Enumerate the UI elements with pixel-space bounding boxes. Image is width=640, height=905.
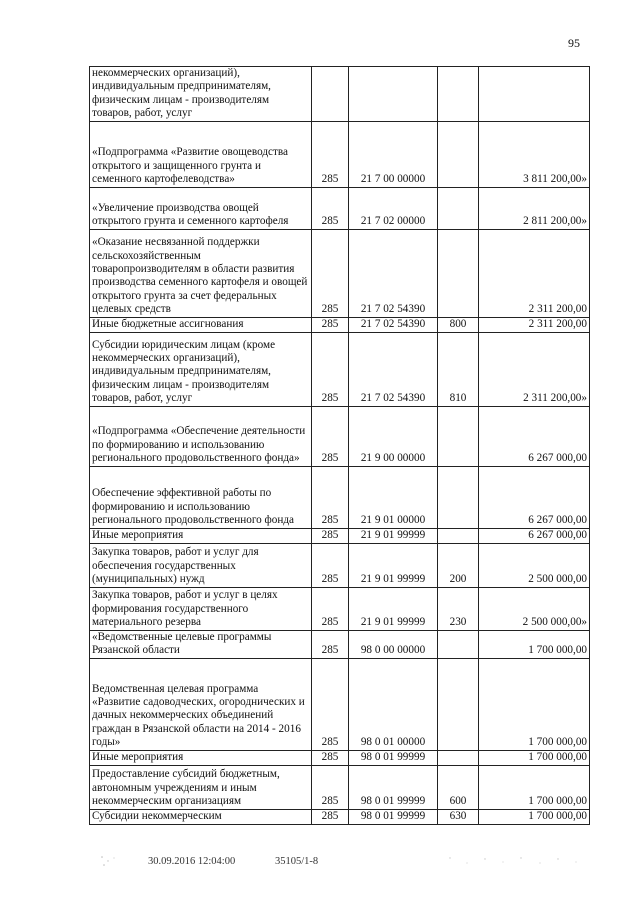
row-target-code: 21 7 02 00000 — [349, 187, 438, 229]
row-name: Ведомственная целевая программа «Развитие садоводческих, огороднических и дачных некоммерческих объединений граждан в Рязанской области на 2014 - 2016 годы» — [90, 658, 312, 750]
row-ministry: 285 — [312, 229, 349, 317]
scan-noise-mark — [445, 854, 585, 868]
page-number: 95 — [568, 36, 580, 50]
row-amount — [479, 67, 590, 122]
row-target-code: 98 0 01 00000 — [349, 658, 438, 750]
row-amount: 2 500 000,00» — [479, 587, 590, 630]
row-name: Закупка товаров, работ и услуг в целях формирования государственного материального резерва — [90, 587, 312, 630]
table-row — [90, 587, 590, 630]
row-amount: 3 811 200,00» — [479, 121, 590, 187]
row-name: Иные бюджетные ассигнования — [90, 317, 312, 332]
row-ministry: 285 — [312, 466, 349, 528]
row-target-code: 21 9 01 99999 — [349, 587, 438, 630]
table-row — [90, 466, 590, 528]
row-ministry: 285 — [312, 658, 349, 750]
row-amount: 2 500 000,00 — [479, 543, 590, 587]
row-target-code: 21 7 02 54390 — [349, 229, 438, 317]
row-ministry: 285 — [312, 187, 349, 229]
row-ministry: 285 — [312, 630, 349, 658]
row-expense-type — [438, 750, 479, 765]
row-expense-type: 200 — [438, 543, 479, 587]
row-ministry: 285 — [312, 765, 349, 809]
row-ministry: 285 — [312, 406, 349, 466]
table-row — [90, 528, 590, 543]
row-target-code: 98 0 01 99999 — [349, 750, 438, 765]
table-row — [90, 317, 590, 332]
row-amount: 1 700 000,00 — [479, 765, 590, 809]
row-ministry: 285 — [312, 332, 349, 406]
row-expense-type: 630 — [438, 809, 479, 824]
row-ministry: 285 — [312, 543, 349, 587]
table-row — [90, 658, 590, 750]
row-expense-type — [438, 229, 479, 317]
row-name: «Увеличение производства овощей открытого грунта и семенного картофеля — [90, 187, 312, 229]
row-target-code: 98 0 01 99999 — [349, 809, 438, 824]
row-expense-type: 600 — [438, 765, 479, 809]
row-name: Обеспечение эффективной работы по формированию и использованию регионального продовольственного фонда — [90, 466, 312, 528]
table-row — [90, 406, 590, 466]
row-ministry: 285 — [312, 587, 349, 630]
row-expense-type — [438, 406, 479, 466]
row-expense-type: 810 — [438, 332, 479, 406]
row-ministry: 285 — [312, 528, 349, 543]
row-name: «Оказание несвязанной поддержки сельскохозяйственным товаропроизводителям в области развития производства семенного картофеля и овощей открытого грунта за счет федеральных целевых средств — [90, 229, 312, 317]
row-target-code: 21 7 02 54390 — [349, 332, 438, 406]
table-row — [90, 809, 590, 824]
row-expense-type: 800 — [438, 317, 479, 332]
row-target-code: 21 9 01 99999 — [349, 528, 438, 543]
row-name: Субсидии юридическим лицам (кроме некоммерческих организаций), индивидуальным предпринимателям, физическим лицам - производителям товаров, работ, услуг — [90, 332, 312, 406]
row-amount: 6 267 000,00 — [479, 406, 590, 466]
table-row — [90, 543, 590, 587]
row-target-code: 98 0 00 00000 — [349, 630, 438, 658]
table-row — [90, 67, 590, 122]
row-expense-type — [438, 630, 479, 658]
row-name: Иные мероприятия — [90, 750, 312, 765]
table-row — [90, 750, 590, 765]
row-name: некоммерческих организаций), индивидуальным предпринимателям, физическим лицам - производителям товаров, работ, услуг — [90, 67, 312, 122]
table-row — [90, 765, 590, 809]
budget-table — [89, 66, 590, 825]
row-amount: 1 700 000,00 — [479, 809, 590, 824]
row-target-code — [349, 67, 438, 122]
row-name: «Ведомственные целевые программы Рязанской области — [90, 630, 312, 658]
row-ministry — [312, 67, 349, 122]
row-name: Иные мероприятия — [90, 528, 312, 543]
row-expense-type — [438, 528, 479, 543]
row-expense-type — [438, 466, 479, 528]
row-expense-type — [438, 187, 479, 229]
table-row — [90, 187, 590, 229]
row-ministry: 285 — [312, 809, 349, 824]
row-target-code: 21 9 01 99999 — [349, 543, 438, 587]
row-expense-type — [438, 121, 479, 187]
row-name: «Подпрограмма «Развитие овощеводства открытого и защищенного грунта и семенного картофелеводства» — [90, 121, 312, 187]
row-ministry: 285 — [312, 317, 349, 332]
row-ministry: 285 — [312, 750, 349, 765]
row-target-code: 21 7 02 54390 — [349, 317, 438, 332]
row-expense-type: 230 — [438, 587, 479, 630]
table-row — [90, 121, 590, 187]
footer-doc-number: 35105/1-8 — [275, 856, 319, 867]
table-row — [90, 332, 590, 406]
row-expense-type — [438, 658, 479, 750]
row-amount: 6 267 000,00 — [479, 528, 590, 543]
row-name: «Подпрограмма «Обеспечение деятельности по формированию и использованию регионального продовольственного фонда» — [90, 406, 312, 466]
table-row — [90, 630, 590, 658]
row-target-code: 98 0 01 99999 — [349, 765, 438, 809]
row-amount: 2 311 200,00 — [479, 229, 590, 317]
row-name: Субсидии некоммерческим — [90, 809, 312, 824]
row-ministry: 285 — [312, 121, 349, 187]
row-target-code: 21 9 01 00000 — [349, 466, 438, 528]
row-amount: 2 311 200,00» — [479, 332, 590, 406]
footer-datetime: 30.09.2016 12:04:00 — [148, 856, 236, 867]
row-amount: 1 700 000,00 — [479, 750, 590, 765]
table-row — [90, 229, 590, 317]
row-amount: 1 700 000,00 — [479, 658, 590, 750]
scan-noise-mark — [98, 854, 122, 868]
row-amount: 2 311 200,00 — [479, 317, 590, 332]
row-target-code: 21 9 00 00000 — [349, 406, 438, 466]
row-name: Закупка товаров, работ и услуг для обеспечения государственных (муниципальных) нужд — [90, 543, 312, 587]
row-amount: 1 700 000,00 — [479, 630, 590, 658]
row-target-code: 21 7 00 00000 — [349, 121, 438, 187]
row-amount: 6 267 000,00 — [479, 466, 590, 528]
row-amount: 2 811 200,00» — [479, 187, 590, 229]
row-name: Предоставление субсидий бюджетным, автономным учреждениям и иным некоммерческим организациям — [90, 765, 312, 809]
row-expense-type — [438, 67, 479, 122]
